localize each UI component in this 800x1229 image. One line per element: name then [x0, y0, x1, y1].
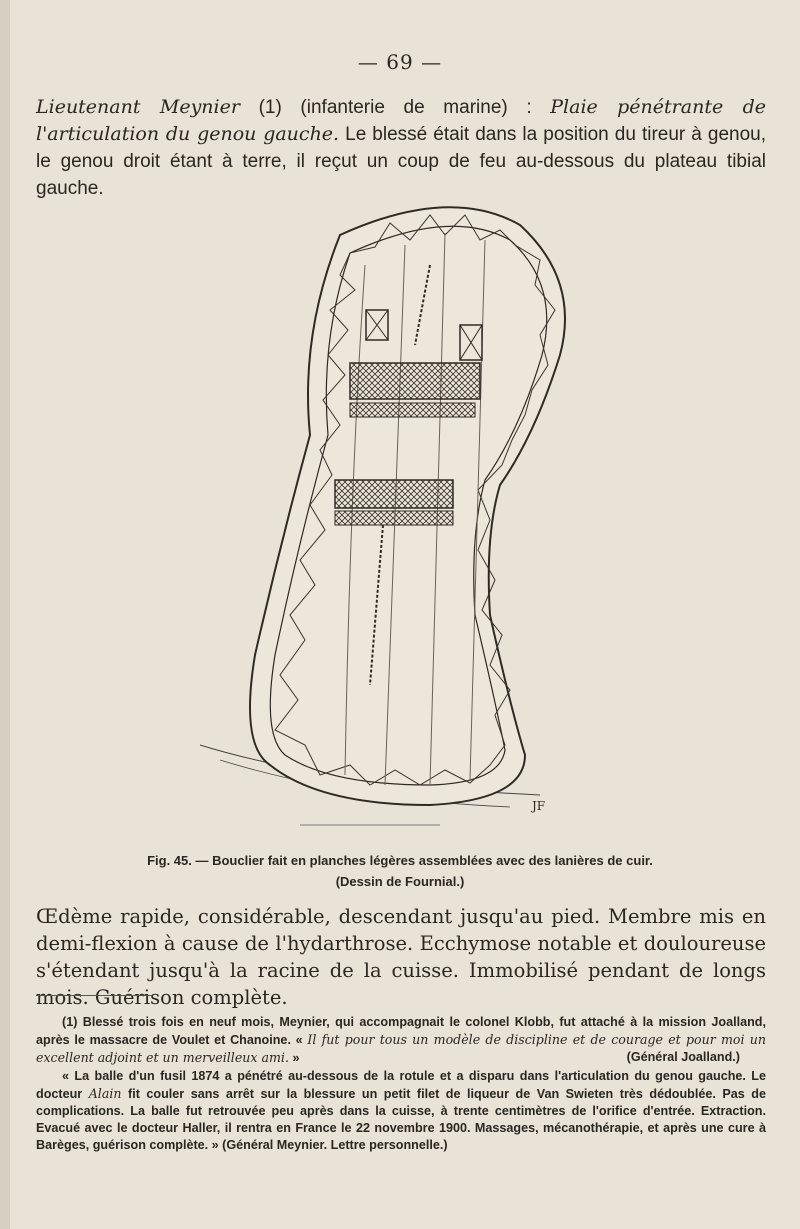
footnote-1 — [36, 1014, 766, 1068]
footnotes — [36, 1014, 766, 1155]
shield-drawing — [180, 185, 620, 835]
footnote-rule — [36, 995, 152, 996]
intro-title: Plaie pénétrante de l'articulation du genou gauche. — [36, 96, 766, 145]
footnote-2-rest: fit couler sans arrêt sur la blessure un petit filet de liqueur de Van Swieten très dédoublée. Pas de complications. La balle fut retrouvée peu après dans la cuisse, à trente centimètres de l'orifice d'entrée. Extraction. Evacué avec le docteur Haller, il rentra en France le 22 novembre 1900. Massages, mécanothérapie, et après une cure à Barèges, guérison complète. » (Général Meynier. Lettre personnelle.) — [36, 1086, 766, 1153]
footnote-1-quote: Il fut pour tous un modèle de discipline et de courage et pour moi un excellent adjoint et un merveilleux ami. — [36, 1032, 766, 1066]
footnote-2 — [36, 1068, 766, 1155]
figure-caption — [0, 850, 800, 892]
footnote-2-start: « La balle d'un fusil 1874 a pénétré au-dessous de la rotule et a disparu dans l'articulation du genou gauche. Le docteur — [36, 1068, 766, 1101]
footnote-2-doctor: Alain — [88, 1085, 122, 1101]
intro-ref: (1) (infanterie de marine) : — [239, 97, 551, 118]
shield-figure — [180, 185, 620, 835]
intro-name: Lieutenant Meynier — [36, 96, 240, 118]
caption-line-2: (Dessin de Fournial.) — [335, 874, 465, 889]
page-number: — 69 — — [357, 50, 443, 74]
footnote-1-close: » — [288, 1051, 300, 1066]
page-edge — [0, 0, 10, 1229]
caption-line-1: Fig. 45. — Bouclier fait en planches légères assemblées avec des lanières de cuir. — [147, 853, 653, 868]
artist-signature: JF — [532, 799, 546, 813]
footnote-1-text: (1) Blessé trois fois en neuf mois, Meynier, qui accompagnait le colonel Klobb, fut attaché à la mission Joalland, après le massacre de Voulet et Chanoine. « — [36, 1015, 766, 1048]
footnote-1-signature: (Général Joalland.) — [626, 1050, 740, 1065]
intro-text: Le blessé était dans la position du tireur à genou, le genou droit étant à terre, il reçut un coup de feu au-dessous du plateau tibial gauche. — [36, 124, 766, 199]
body-paragraph: Œdème rapide, considérable, descendant jusqu'au pied. Membre mis en demi-flexion à cause de l'hydarthrose. Ecchymose notable et douloureuse s'étendant jusqu'à la racine de la cuisse. Immobilisé pendant de longs mois. Guérison complète. — [36, 905, 766, 1009]
